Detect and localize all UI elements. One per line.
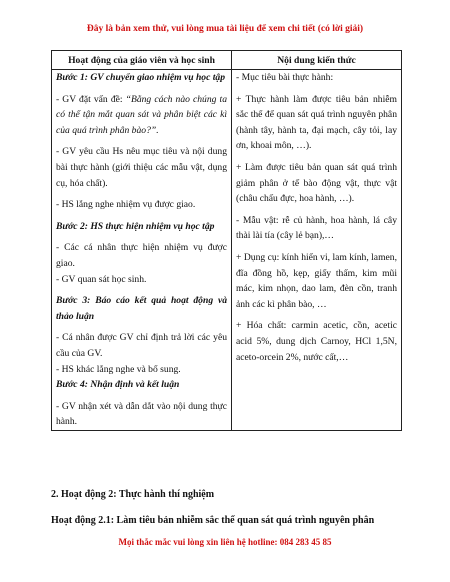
table-header-row [52,51,402,70]
step2-paragraph-2: - GV quan sát học sinh. [56,273,147,285]
step1-paragraph-3: - HS lắng nghe nhiệm vụ được giao. [56,199,196,211]
step1-paragraph-2: - GV yêu cầu Hs nêu mục tiêu và nội dung bài thực hành (giới thiệu các mẫu vật, dụng cụ, hóa chất). [56,146,227,189]
col-header-activities: Hoạt động của giáo viên và học sinh [52,51,232,70]
content-paragraph-3: + Làm được tiêu bản quan sát quá trình giảm phân ở tế bào động vật, thực vật (châu chấu đực, hoa hành, …). [236,161,397,205]
content-cell [232,70,402,431]
step3-paragraph-1: - Cá nhân được GV chỉ định trả lời các yêu cầu của GV. [56,332,227,359]
content-paragraph-4: - Mẫu vật: rễ củ hành, hoa hành, lá cây thài lài tía (cây lẻ bạn),… [236,214,397,242]
lesson-table [51,50,402,431]
table-row [52,70,402,431]
hotline-banner: Mọi thắc mắc vui lòng xin liên hệ hotline: 084 283 45 85 [118,537,332,547]
step3-title: Bước 3: Báo cáo kết quả hoạt động và thảo luận [56,295,227,322]
section-heading: 2. Hoạt động 2: Thực hành thí nghiệm [51,489,215,500]
content-paragraph-1: - Mục tiêu bài thực hành: [236,72,334,83]
step4-title: Bước 4: Nhận định và kết luận [56,379,180,391]
step4-paragraph-1: - GV nhận xét và dẫn dắt vào nội dung thực hành. [56,400,227,428]
step2-title: Bước 2: HS thực hiện nhiệm vụ học tập [56,220,215,232]
step1-title: Bước 1: GV chuyển giao nhiệm vụ học tập [56,72,226,83]
step2-paragraph-1: - Các cá nhân thực hiện nhiệm vụ được giao. [56,242,227,269]
step3-paragraph-2: - HS khác lắng nghe và bổ sung. [56,363,181,375]
step1-prefix: - GV đặt vấn đề: [56,93,126,105]
content-paragraph-5: + Dụng cụ: kính hiển vi, lam kính, lamen, đĩa đồng hồ, kẹp, giấy thấm, kim mũi mác, kim nhọn, dao lam, đèn cồn, tranh ảnh các kì phân bào, … [236,251,397,310]
col-header-content: Nội dung kiến thức [232,51,402,70]
step1-paragraph-1 [56,92,227,139]
activities-cell [52,70,232,431]
content-paragraph-2: + Thực hành làm được tiêu bản nhiễm sắc thể để quan sát quá trình nguyên phân (hành tây, hành ta, đại mạch, cây tỏi, lay ơn, khoai môn, …). [236,93,397,152]
step1-quote: “Bằng cách nào chúng ta có thể tận mắt quan sát và phân biệt các kì của quá trình phân bào?”. [56,93,228,136]
subsection-heading: Hoạt động 2.1: Làm tiêu bản nhiễm sắc thể quan sát quá trình nguyên phân [51,515,375,526]
preview-banner: Đây là bản xem thử, vui lòng mua tài liệu để xem chi tiết (có lời giải) [86,24,364,34]
content-paragraph-6: + Hóa chất: carmin acetic, cồn, acetic acid 5%, dung dịch Carnoy, HCl 1,5N, aceto-orcein 2%, nước cất,… [236,320,397,363]
